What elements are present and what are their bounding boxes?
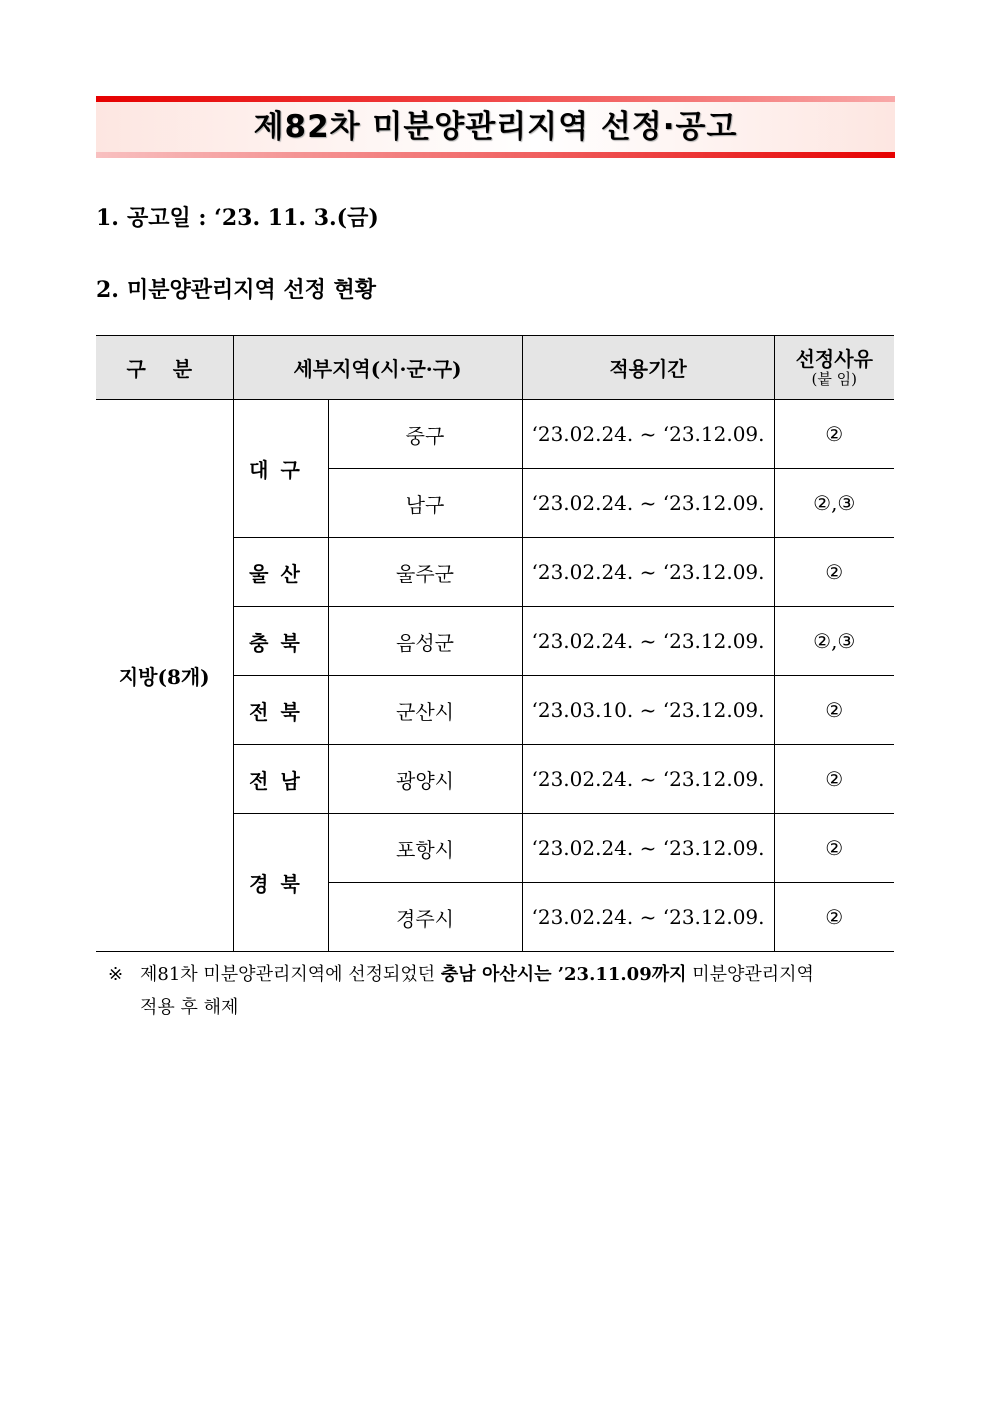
- header-division: 구 분: [96, 336, 233, 400]
- section-announcement-date: [96, 201, 387, 232]
- header-reason-note: (붙 임): [811, 369, 857, 388]
- period-cell: ‘23.02.24. ~ ‘23.12.09.: [522, 814, 774, 883]
- region-cell: 전북: [233, 676, 328, 745]
- header-sub-region: 세부지역(시·군·구): [233, 336, 522, 400]
- sub-region-cell: 중구: [328, 400, 522, 469]
- header-reason: [774, 336, 894, 400]
- sub-region-cell: 광양시: [328, 745, 522, 814]
- period-cell: ‘23.02.24. ~ ‘23.12.09.: [522, 745, 774, 814]
- reason-cell: ②: [774, 676, 894, 745]
- designation-table: [96, 335, 894, 952]
- division-cell: 지방(8개): [96, 400, 233, 952]
- period-cell: ‘23.03.10. ~ ‘23.12.09.: [522, 676, 774, 745]
- region-cell: 경북: [233, 814, 328, 952]
- footnote-line-2: 적용 후 해제: [140, 997, 239, 1018]
- page-title: 제82차 미분양관리지역 선정·공고: [253, 109, 738, 145]
- footnote-text-cont: 미분양관리지역: [692, 964, 814, 985]
- title-bottom-bar: [96, 152, 895, 158]
- period-cell: ‘23.02.24. ~ ‘23.12.09.: [522, 400, 774, 469]
- period-cell: ‘23.02.24. ~ ‘23.12.09.: [522, 538, 774, 607]
- section-number: 1.: [96, 205, 119, 231]
- sub-region-cell: 포항시: [328, 814, 522, 883]
- footnote-emphasis: 충남 아산시는 ’23.11.09까지: [440, 964, 687, 985]
- reference-mark: ※: [108, 964, 124, 985]
- reason-cell: ②: [774, 883, 894, 952]
- sub-region-cell: 음성군: [328, 607, 522, 676]
- section-label: 미분양관리지역 선정 현황: [126, 277, 377, 303]
- header-reason-label: 선정사유: [795, 346, 873, 371]
- sub-region-cell: 군산시: [328, 676, 522, 745]
- section-number: 2.: [96, 277, 119, 303]
- section-label: 공고일 : ‘23. 11. 3.(금): [126, 205, 379, 231]
- reason-cell: ②: [774, 745, 894, 814]
- sub-region-cell: 경주시: [328, 883, 522, 952]
- region-cell: 충북: [233, 607, 328, 676]
- footnote-text: 제81차 미분양관리지역에 선정되었던: [140, 964, 436, 985]
- footnote: [108, 958, 898, 1024]
- reason-cell: ②,③: [774, 607, 894, 676]
- reason-cell: ②,③: [774, 469, 894, 538]
- period-cell: ‘23.02.24. ~ ‘23.12.09.: [522, 607, 774, 676]
- region-cell: 울산: [233, 538, 328, 607]
- reason-cell: ②: [774, 538, 894, 607]
- table-row: [96, 400, 894, 469]
- period-cell: ‘23.02.24. ~ ‘23.12.09.: [522, 469, 774, 538]
- header-period: 적용기간: [522, 336, 774, 400]
- period-cell: ‘23.02.24. ~ ‘23.12.09.: [522, 883, 774, 952]
- reason-cell: ②: [774, 400, 894, 469]
- region-cell: 전남: [233, 745, 328, 814]
- sub-region-cell: 울주군: [328, 538, 522, 607]
- section-designation-status: [96, 273, 384, 304]
- footnote-line-1: [108, 958, 898, 991]
- sub-region-cell: 남구: [328, 469, 522, 538]
- reason-cell: ②: [774, 814, 894, 883]
- table-header-row: [96, 336, 894, 400]
- title-banner: [96, 96, 895, 158]
- region-cell: 대구: [233, 400, 328, 538]
